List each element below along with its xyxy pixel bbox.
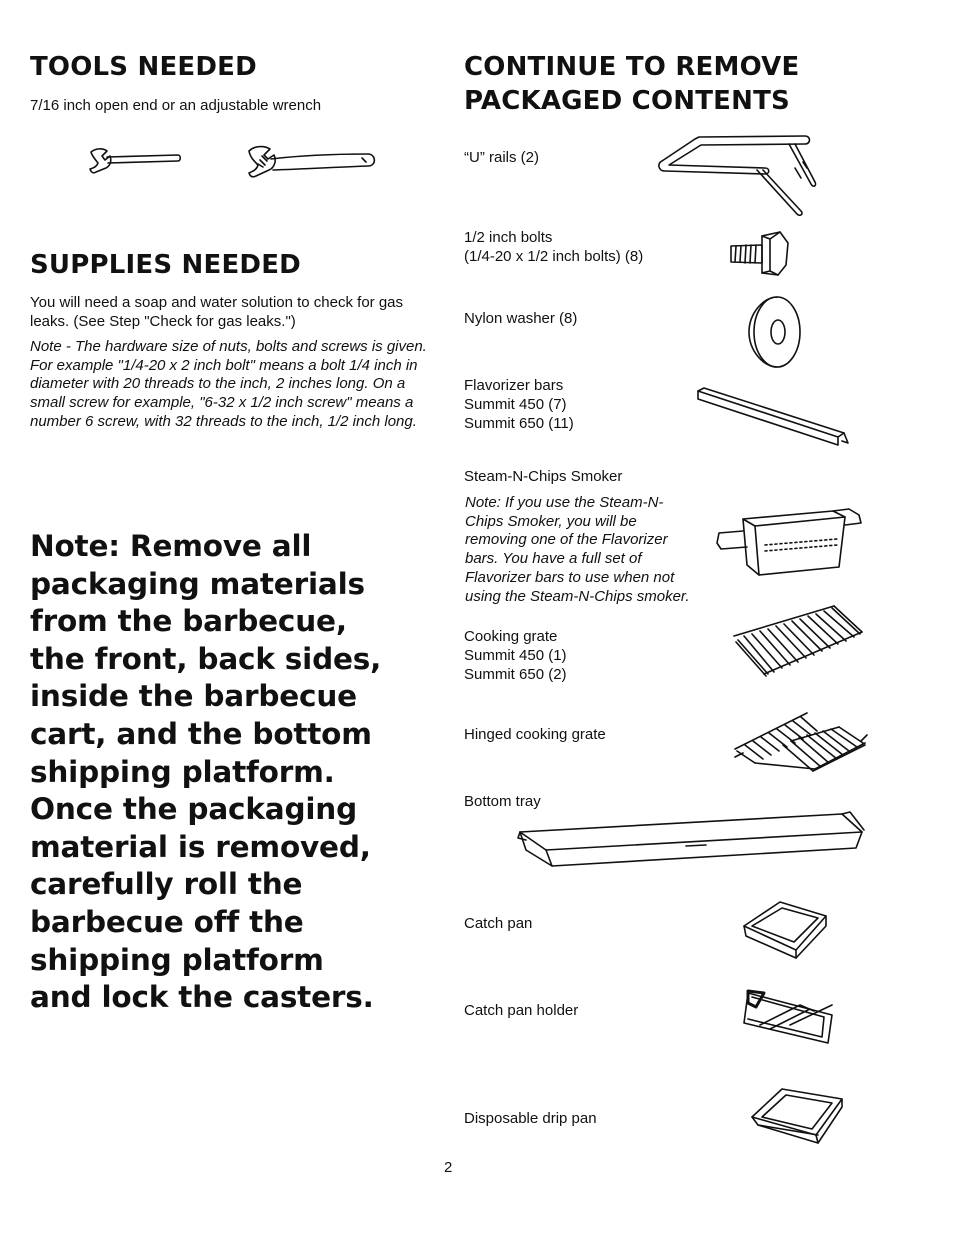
list-item-nylon-washer	[464, 309, 577, 328]
note-line: and lock the casters.	[30, 980, 374, 1015]
bottom-tray-icon	[516, 810, 866, 872]
catch-pan-holder-icon	[740, 985, 836, 1047]
smoker-icon	[713, 503, 863, 581]
adjustable-wrench-icon	[244, 143, 379, 185]
item-label: Catch pan holder	[464, 1002, 579, 1019]
item-label: Flavorizer bars	[464, 377, 564, 394]
cooking-grate-icon	[730, 600, 866, 680]
list-item-smoker	[464, 467, 622, 486]
u-rail-icon	[655, 132, 820, 217]
item-label: Catch pan	[464, 915, 533, 932]
item-label: Summit 650 (11)	[464, 415, 574, 432]
list-item-u-rails	[464, 148, 539, 167]
list-item-hinged-grate	[464, 725, 606, 744]
tools-heading: TOOLS NEEDED	[30, 52, 257, 82]
smoker-note-line: Flavorizer bars to use when not	[465, 568, 675, 586]
list-item-flavorizer-bars	[464, 376, 574, 433]
item-label: (1/4-20 x 1/2 inch bolts) (8)	[464, 248, 644, 265]
note-line: packaging materials	[30, 566, 365, 601]
item-label: Hinged cooking grate	[464, 726, 606, 743]
tools-description: 7/16 inch open end or an adjustable wrench	[30, 97, 322, 114]
smoker-note-line: removing one of the Flavorizer	[465, 531, 668, 549]
list-item-bolts	[464, 228, 643, 266]
item-label: Nylon washer (8)	[464, 310, 578, 327]
list-item-catch-pan	[464, 914, 532, 933]
list-item-catch-pan-holder	[464, 1001, 578, 1020]
contents-heading-line: CONTINUE TO REMOVE	[464, 52, 800, 82]
smoker-note-line: bars. You have a full set of	[465, 550, 642, 568]
hinged-grate-icon	[731, 705, 869, 785]
contents-heading-line: PACKAGED CONTENTS	[464, 86, 790, 116]
washer-icon	[745, 294, 805, 374]
hardware-size-note: Note - The hardware size of nuts, bolts and screws is given. For example "1/4-20 x 2 inch bolt" means a bolt 1/4 inch in diameter with 20 threads to the inch, 2 inches long. On a small screw for example, "6-32 x 1/2 inch screw" means a number 6 screw, with 32 threads to the inch, 1/2 inch long.	[30, 338, 427, 430]
page-number: 2	[444, 1159, 453, 1176]
note-line: the front, back sides,	[30, 641, 382, 676]
open-end-wrench-icon	[88, 146, 183, 180]
item-label: Steam-N-Chips Smoker	[464, 468, 623, 485]
list-item-drip-pan	[464, 1109, 597, 1128]
note-line: cart, and the bottom	[30, 716, 372, 751]
note-line: carefully roll the	[30, 867, 303, 902]
drip-pan-icon	[748, 1085, 846, 1147]
note-line: barbecue off the	[30, 904, 304, 939]
item-label: Bottom tray	[464, 793, 541, 810]
supplies-heading: SUPPLIES NEEDED	[30, 250, 301, 280]
flavorizer-bar-icon	[694, 385, 854, 450]
item-label: Summit 650 (2)	[464, 666, 567, 683]
list-item-cooking-grate	[464, 627, 567, 684]
catch-pan-icon	[740, 898, 832, 960]
item-label: Summit 450 (1)	[464, 647, 567, 664]
list-item-bottom-tray	[464, 792, 541, 811]
note-line: Note: Remove all	[30, 529, 312, 563]
note-line: from the barbecue,	[30, 604, 347, 639]
note-line: shipping platform.	[30, 754, 335, 789]
supplies-description: You will need a soap and water solution to check for gas leaks. (See Step "Check for gas leaks.")	[30, 294, 404, 330]
item-label: Summit 450 (7)	[464, 396, 567, 413]
smoker-note-line: using the Steam-N-Chips smoker.	[465, 587, 690, 605]
smoker-note	[465, 494, 690, 606]
item-label: Disposable drip pan	[464, 1110, 597, 1127]
note-line: inside the barbecue	[30, 679, 357, 714]
item-label: “U” rails (2)	[464, 149, 539, 166]
note-line: material is removed,	[30, 829, 371, 864]
bolt-icon	[728, 229, 792, 279]
packaging-removal-note	[30, 528, 381, 1017]
smoker-note-line: Chips Smoker, you will be	[465, 512, 637, 530]
smoker-note-line: Note: If you use the Steam-N-	[465, 494, 664, 511]
item-label: Cooking grate	[464, 628, 558, 645]
note-line: Once the packaging	[30, 792, 358, 827]
note-line: shipping platform	[30, 942, 324, 977]
contents-heading	[464, 50, 799, 118]
item-label: 1/2 inch bolts	[464, 229, 553, 246]
